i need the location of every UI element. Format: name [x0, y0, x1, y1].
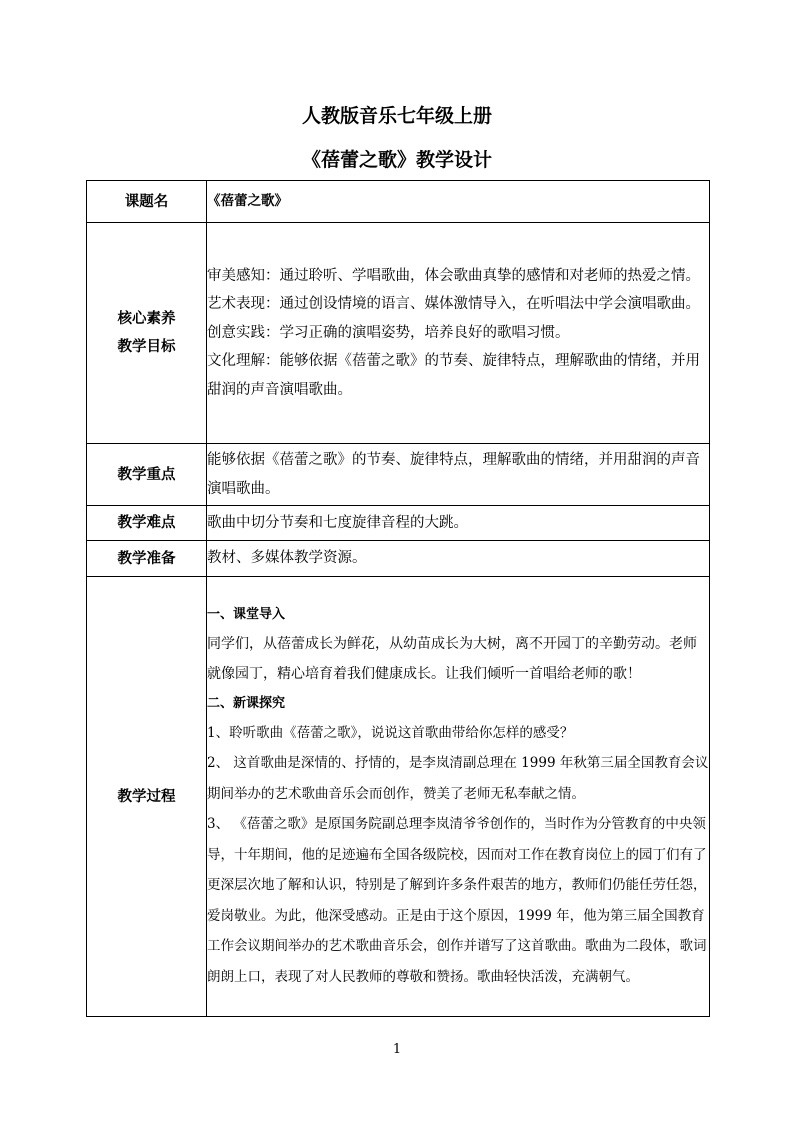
page-number: 1 [392, 1042, 402, 1057]
label-key-points: 教学重点 [87, 444, 207, 506]
objective-aesthetic: 审美感知：通过聆听、学唱歌曲，体会歌曲真挚的感情和对老师的热爱之情。 [207, 267, 700, 284]
objective-expression: 艺术表现：通过创设情境的语言、媒体激情导入，在听唱法中学会演唱歌曲。 [207, 296, 700, 313]
value-process [207, 577, 710, 1017]
label-difficulties: 教学难点 [87, 506, 207, 541]
table-row-key-points [87, 444, 710, 506]
objective-culture: 文化理解：能够依据《蓓蕾之歌》的节奏、旋律特点，理解歌曲的情绪，并用甜润的声音演唱歌曲。 [207, 353, 700, 398]
value-topic: 《蓓蕾之歌》 [207, 181, 710, 223]
label-objectives: 核心素养 教学目标 [87, 223, 207, 444]
table-row-objectives [87, 223, 710, 444]
process-item-1: 1、聆听歌曲《蓓蕾之歌》，说说这首歌曲带给你怎样的感受？ [207, 724, 574, 741]
table-row-process [87, 577, 710, 1017]
section-text-intro: 同学们，从蓓蕾成长为鲜花，从幼苗成长为大树，离不开园丁的辛勤劳动。老师就像园丁，精心培育着我们健康成长。让我们倾听一首唱给老师的歌！ [207, 635, 697, 683]
value-key-points: 能够依据《蓓蕾之歌》的节奏、旋律特点，理解歌曲的情绪，并用甜润的声音演唱歌曲。 [207, 444, 710, 506]
lesson-plan-table [86, 180, 710, 1017]
document-title: 人教版音乐七年级上册 [301, 105, 492, 127]
objective-practice: 创意实践：学习正确的演唱姿势，培养良好的歌唱习惯。 [207, 324, 570, 341]
label-process: 教学过程 [87, 577, 207, 1017]
table-row-difficulties [87, 506, 710, 541]
table-row-preparation [87, 541, 710, 577]
value-preparation: 教材、多媒体教学资源。 [207, 541, 710, 577]
label-topic: 课题名 [87, 181, 207, 223]
section-heading-explore: 二、新课探究 [207, 695, 286, 711]
process-item-2: 2、 这首歌曲是深情的、抒情的，是李岚清副总理在 1999 年秋第三届全国教育会议期间举办的艺术歌曲音乐会而创作，赞美了老师无私奉献之情。 [207, 755, 709, 802]
value-objectives [207, 223, 710, 444]
document-subtitle: 《蓓蕾之歌》教学设计 [301, 149, 492, 171]
table-row-topic [87, 181, 710, 223]
label-preparation: 教学准备 [87, 541, 207, 577]
value-difficulties: 歌曲中切分节奏和七度旋律音程的大跳。 [207, 506, 710, 541]
process-item-3: 3、 《蓓蕾之歌》是原国务院副总理李岚清爷爷创作的，当时作为分管教育的中央领导，十年期间，他的足迹遍布全国各级院校，因而对工作在教育岗位上的园丁们有了更深层次地了解和认识，特别是了解到许多条件艰苦的地方，教师们仍能任劳任怨，爱岗敬业。为此，他深受感动。正是由于这个原因，1999 年，他为第三届全国教育工作会议期间举办的艺术歌曲音乐会，创作并谱写了这首歌曲。歌曲为二段体，歌词朗朗上口，表现了对人民教师的尊敬和赞扬。歌曲轻快活泼，充满朝气。 [207, 816, 707, 985]
section-heading-intro: 一、课堂导入 [207, 606, 286, 622]
